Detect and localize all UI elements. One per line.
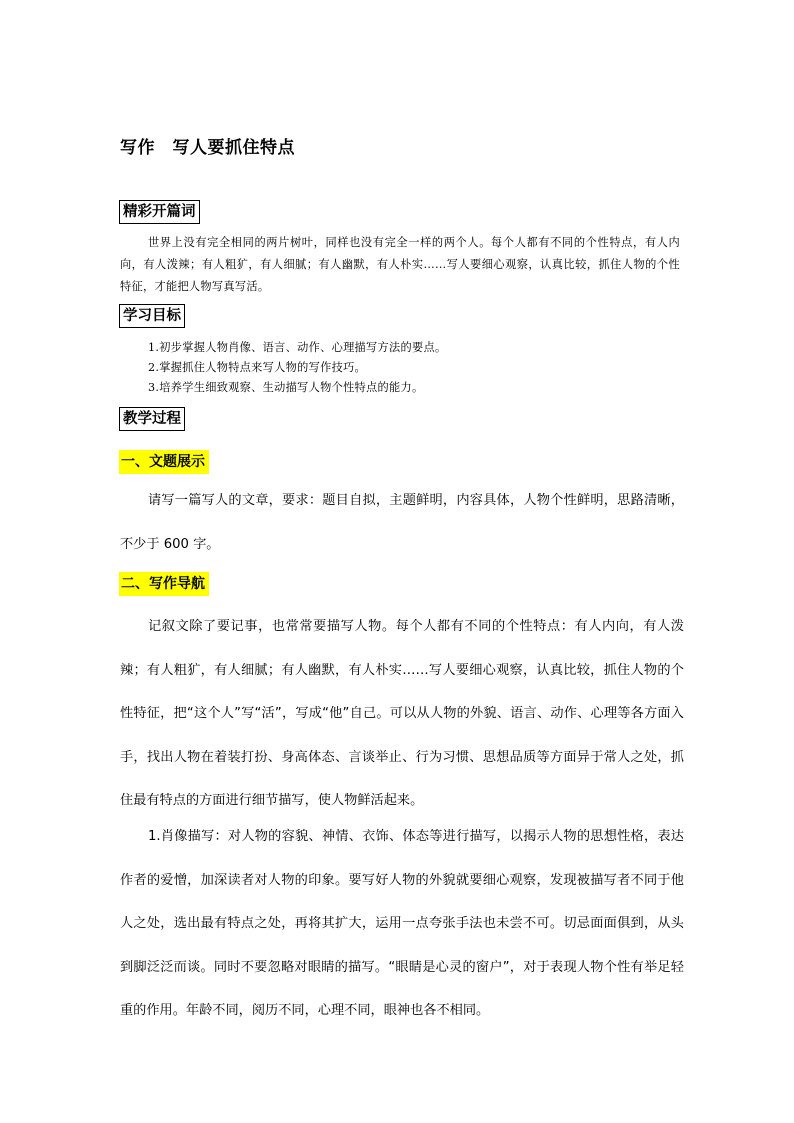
section-heading-intro: 精彩开篇词 [119, 200, 200, 224]
section-heading-objectives: 学习目标 [119, 304, 185, 328]
section-heading-process: 教学过程 [119, 407, 185, 431]
part2-paragraph: 记叙文除了要记事，也常常要描写人物。每个人都有不同的个性特点：有人内向，有人泼辣；有人粗犷，有人细腻；有人幽默，有人朴实……写人要细心观察，认真比较，抓住人物的个性特征，把“这个人”写“活”，写成“他”自己。可以从人物的外貌、语言、动作、心理等各方面入手，找出人物在着装打扮、身高体态、言谈举止、行为习惯、思想品质等方面异于常人之处，抓住最有特点的方面进行细节描写，使人物鲜活起来。 [120, 619, 684, 808]
objective-item: 3.培养学生细致观察、生动描写人物个性特点的能力。 [148, 381, 424, 394]
objectives-list [148, 338, 668, 398]
part1-heading: 一、文题展示 [119, 450, 209, 474]
page-title: 写作 写人要抓住特点 [120, 138, 295, 158]
objective-item: 2.掌握抓住人物特点来写人物的写作技巧。 [148, 361, 367, 374]
portrait-description-paragraph: 1.肖像描写：对人物的容貌、神情、衣饰、体态等进行描写，以揭示人物的思想性格，表达作者的爱憎，加深读者对人物的印象。要写好人物的外貌就要细心观察，发现被描写者不同于他人之处，选出最有特点之处，再将其扩大，运用一点夸张手法也未尝不可。切忌面面俱到，从头到脚泛泛而谈。同时不要忽略对眼睛的描写。“眼睛是心灵的窗户”，对于表现人物个性有举足轻重的作用。年龄不同，阅历不同，心理不同，眼神也各不相同。 [120, 829, 684, 1018]
objective-item: 1.初步掌握人物肖像、语言、动作、心理描写方法的要点。 [148, 341, 447, 354]
part2-heading: 二、写作导航 [119, 572, 209, 596]
part1-paragraph: 请写一篇写人的文章，要求：题目自拟，主题鲜明，内容具体，人物个性鲜明，思路清晰，不少于 600 字。 [120, 493, 684, 552]
intro-paragraph: 世界上没有完全相同的两片树叶，同样也没有完全一样的两个人。每个人都有不同的个性特点，有人内向，有人泼辣；有人粗犷，有人细腻；有人幽默，有人朴实……写人要细心观察，认真比较，抓住人物的个性特征，才能把人物写真写活。 [120, 236, 680, 293]
